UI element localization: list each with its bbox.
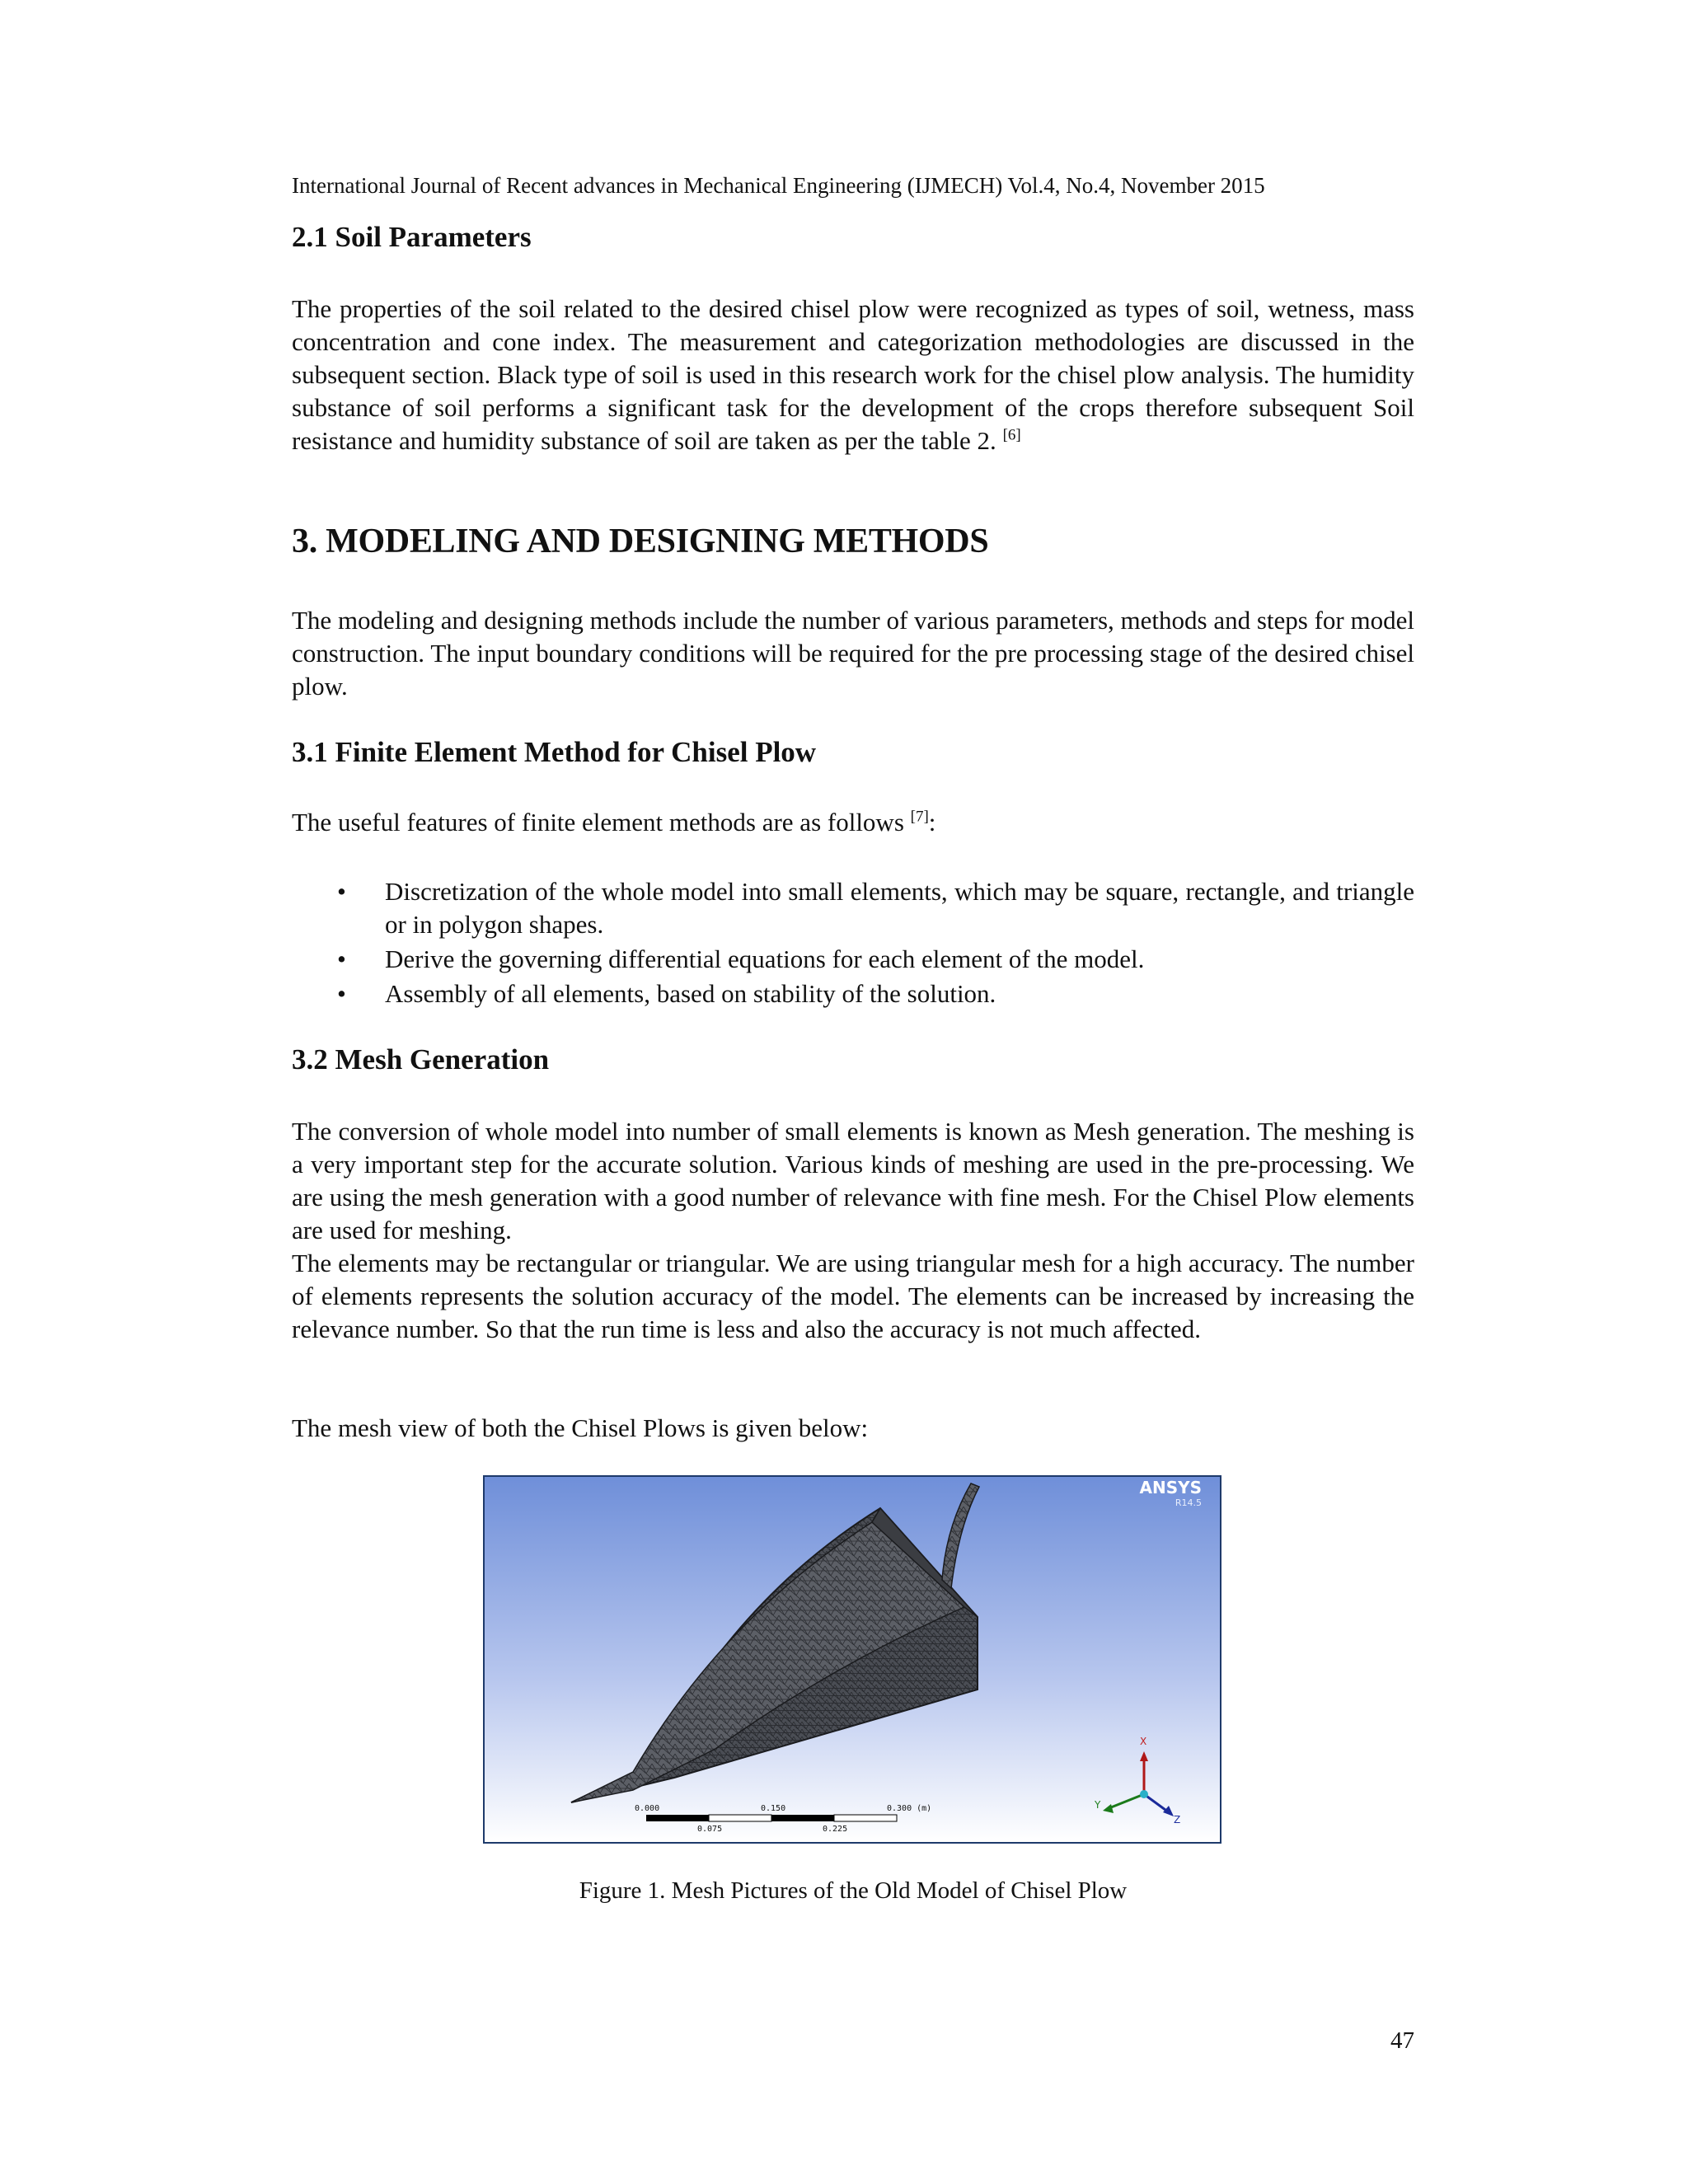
ansys-logo: ANSYS: [1139, 1478, 1202, 1497]
section-heading-3: 3. MODELING AND DESIGNING METHODS: [292, 523, 989, 560]
mesh-figure-canvas: [485, 1477, 1220, 1842]
page-number: 47: [1390, 2027, 1414, 2054]
figure-caption: Figure 1. Mesh Pictures of the Old Model of Chisel Plow: [579, 1877, 1128, 1904]
running-header: International Journal of Recent advances in Mechanical Engineering (IJMECH) Vol.4, No.4, November 2015: [292, 173, 1265, 198]
axis-y-label: Y: [1095, 1799, 1101, 1811]
section-heading-3-1: 3.1 Finite Element Method for Chisel Plow: [292, 736, 817, 768]
citation-7: [7]: [910, 808, 929, 826]
soil-parameters-text: The properties of the soil related to the desired chisel plow were recognized as types of soil, wetness, mass concentration and cone index. The measurement and categorization methodologies are discussed in the subsequent section. Black type of soil is used in this research work for the chisel plow analysis. The humidity substance of soil performs a significant task for the development of the crops therefore subsequent Soil resistance and humidity substance of soil are taken as per the table 2.: [292, 294, 1414, 455]
list-item: • Assembly of all elements, based on stability of the solution.: [292, 977, 1414, 1010]
svg-text:0.000: 0.000: [635, 1804, 660, 1813]
modeling-paragraph: The modeling and designing methods include the number of various parameters, methods and steps for model construction. The input boundary conditions will be required for the pre processing stage of the desired chisel plow.: [292, 606, 1414, 701]
mesh-paragraph-2: The elements may be rectangular or triangular. We are using triangular mesh for a high accuracy. The number of elements represents the solution accuracy of the model. The elements can be increased by increasing the relevance number. So that the run time is less and also the accuracy is not much affected.: [292, 1249, 1414, 1343]
ansys-version: R14.5: [1175, 1497, 1202, 1508]
svg-text:0.225: 0.225: [823, 1825, 848, 1834]
mesh-paragraph-3: The mesh view of both the Chisel Plows is given below:: [292, 1413, 869, 1442]
mesh-figure: [483, 1475, 1221, 1844]
fem-intro-text: The useful features of finite element methods are as follows: [292, 808, 904, 837]
bullet-icon: •: [337, 944, 346, 973]
fem-intro-colon: :: [928, 808, 936, 837]
svg-text:0.075: 0.075: [697, 1825, 723, 1834]
bullet-icon: •: [337, 877, 346, 906]
axis-z-label: Z: [1174, 1814, 1181, 1825]
svg-text:0.150: 0.150: [761, 1804, 786, 1813]
mesh-paragraph-1: The conversion of whole model into number of small elements is known as Mesh generation. The meshing is a very important step for the accurate solution. Various kinds of meshing are used in the pre-processing. We are using the mesh generation with a good number of relevance with fine mesh. For the Chisel Plow elements are used for meshing.: [292, 1117, 1414, 1244]
list-item: • Discretization of the whole model into small elements, which may be square, rectangle, and triangle or in polygon shapes.: [337, 877, 1414, 939]
section-heading-3-2: 3.2 Mesh Generation: [292, 1043, 550, 1076]
fem-feature-list: [292, 875, 1414, 1012]
section-heading-2-1: 2.1 Soil Parameters: [292, 221, 532, 253]
axis-x-label: X: [1140, 1736, 1147, 1747]
soil-parameters-paragraph: [292, 293, 1414, 457]
bullet-icon: •: [337, 979, 346, 1008]
fem-intro: [292, 806, 1414, 839]
svg-text:0.300 (m): 0.300 (m): [887, 1804, 932, 1813]
citation-6: [6]: [1002, 426, 1021, 444]
list-item: • Derive the governing differential equations for each element of the model.: [292, 943, 1414, 976]
